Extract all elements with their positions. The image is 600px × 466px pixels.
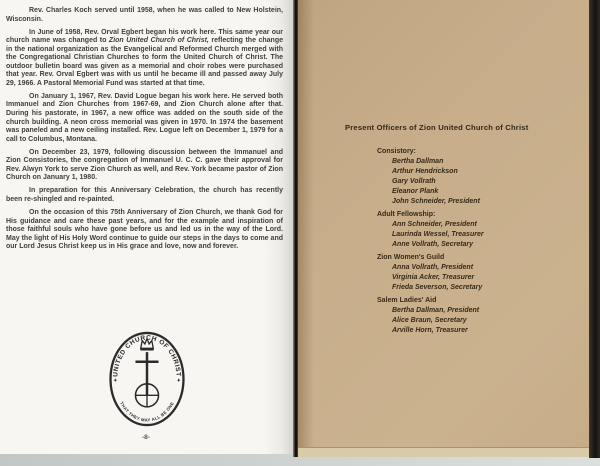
officer-section-consistory xyxy=(377,147,567,207)
officer-name: Gary Vollrath xyxy=(392,178,436,185)
paragraph-text: On December 23, 1979, following discussion between the Immanuel and Zion Consistories, the congregation of Immanuel U. C. C. gave their approval for Rev. Alwyn York to serve Zion Church as well, and Rev. York became pastor of Zion Church on January 1, 1980. xyxy=(6,148,283,182)
paragraph-4 xyxy=(6,149,283,183)
paragraph-6 xyxy=(6,209,283,252)
section-heading: Consistory: xyxy=(377,148,416,155)
paragraph-text: In June of 1958, Rev. Orval Egbert began his work here. This same year our church name was changed to xyxy=(6,28,283,45)
paragraph-5 xyxy=(6,187,283,204)
paragraph-text: Rev. Charles Koch served until 1958, when he was called to New Holstein, Wisconsin. xyxy=(6,7,283,23)
seal-bottom-text: THAT THEY MAY ALL BE ONE xyxy=(119,400,175,423)
section-heading: Zion Women's Guild xyxy=(377,254,445,261)
officer-name: Arville Horn, Treasurer xyxy=(392,327,468,334)
church-name-italic: Zion United Church of Christ, xyxy=(108,37,209,45)
seal-top-text: UNITED CHURCH OF CHRIST xyxy=(112,334,182,378)
page-bottom-edge xyxy=(298,447,589,457)
paragraph-text: On the occasion of this 75th Anniversary of Zion Church, we thank God for His guidance and care these past years, and for the example and inspiration of those faithful souls who have gone before us and led us in the way of the Lord. May the light of His Holy Word continue to guide our steps in the days to come and our Lord Jesus Christ keep us in His grace and love, now and forever. xyxy=(6,208,283,251)
section-heading: Salem Ladies' Aid xyxy=(377,297,437,304)
officer-section-salem-ladies-aid xyxy=(377,296,567,336)
right-page xyxy=(298,0,589,457)
officer-name: Laurinda Wessel, Treasurer xyxy=(392,231,484,238)
paragraph-3 xyxy=(6,93,283,144)
history-text xyxy=(6,7,283,256)
officer-name: Arthur Hendrickson xyxy=(392,168,458,175)
seal-star-right-icon: ✦ xyxy=(176,378,181,384)
section-heading: Adult Fellowship: xyxy=(377,211,436,218)
page-edge-shadow xyxy=(589,0,600,458)
officer-name: Alice Braun, Secretary xyxy=(392,317,467,324)
paragraph-2 xyxy=(6,29,283,89)
officer-name: Frieda Severson, Secretary xyxy=(392,284,483,291)
officer-name: Bertha Dallman xyxy=(392,158,444,165)
spine-shadow xyxy=(298,0,314,457)
paragraph-1 xyxy=(6,7,283,24)
officers-list xyxy=(377,147,567,339)
booklet-spine xyxy=(293,0,298,457)
left-page xyxy=(0,0,293,454)
officer-name: Bertha Dallman, President xyxy=(392,307,480,314)
officer-name: Anna Vollrath, President xyxy=(392,264,474,271)
paragraph-text: On January 1, 1967, Rev. David Logue began his work here. He served both Immanuel and Zion Churches from 1967-69, and Zion Church alone after that. During his pastorate, in 1967, a new office was added on the south side of the church building. A neon cross memorial was given in 1970. In 1974 the basement was paneled and a new ceiling installed. Rev. Logue left on December 1, 1979 for a call to Columbus, Montana. xyxy=(6,92,283,143)
officer-section-adult-fellowship xyxy=(377,210,567,250)
page-title: Present Officers of Zion United Church of Christ xyxy=(345,123,529,132)
paragraph-text: In preparation for this Anniversary Celebration, the church has recently been re-shingled and re-painted. xyxy=(6,187,283,203)
paragraph-text: reflecting the change in the national organization as the Evangelical and Reformed Church merged with the Congregational Christian Churches to form the United Church of Christ. The outdoor bulletin board was given as a memorial and choir robes were purchased that year. Rev. Orval Egbert was with us until he became ill and passed away July 29, 1966. A Pastoral Memorial Fund was started at that time. xyxy=(6,37,284,87)
officer-name: John Schneider, President xyxy=(392,198,480,205)
ucc-seal-icon xyxy=(99,326,195,432)
crown-icon xyxy=(141,339,153,349)
page-number: -8- xyxy=(142,434,150,441)
officer-section-zion-womens-guild xyxy=(377,253,567,293)
officer-name: Anne Vollrath, Secretary xyxy=(392,241,474,248)
officer-name: Eleanor Plank xyxy=(392,188,439,195)
officer-name: Virginia Acker, Treasurer xyxy=(392,274,475,281)
officer-name: Ann Schneider, President xyxy=(392,221,477,228)
seal-star-left-icon: ✦ xyxy=(113,378,118,384)
